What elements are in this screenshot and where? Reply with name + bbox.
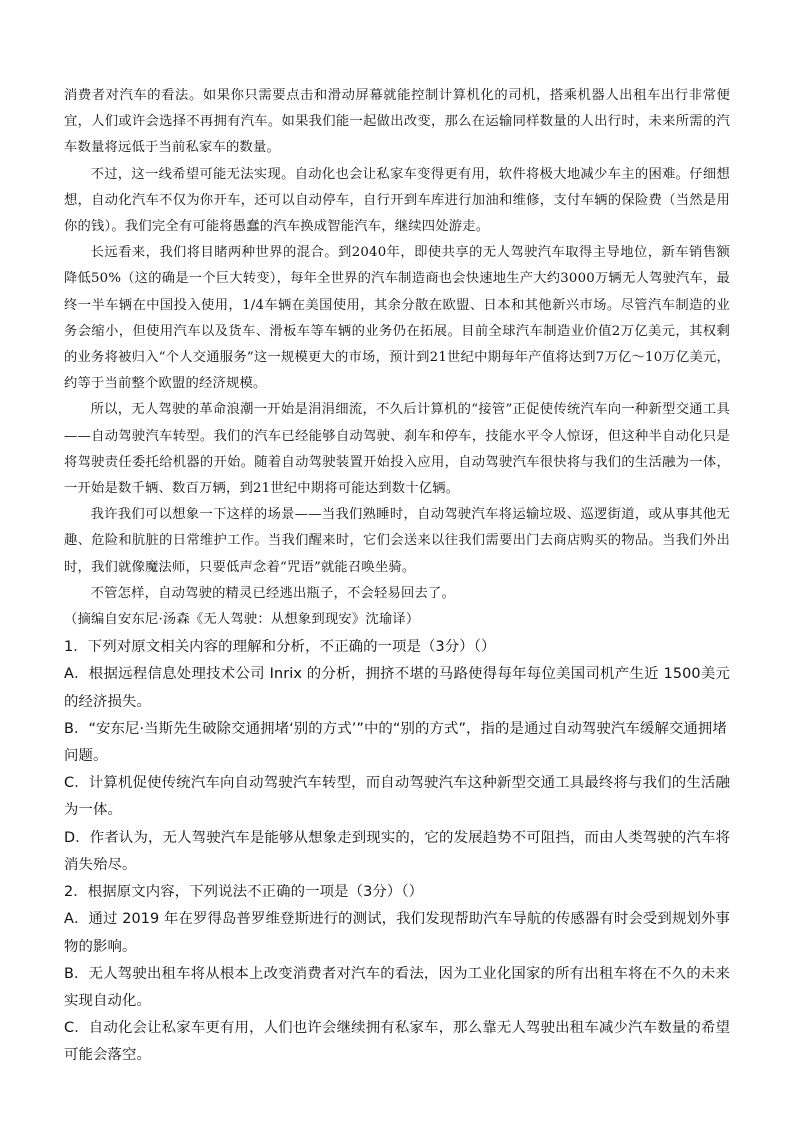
passage-source-citation: （摘编自安东尼·汤森《无人驾驶：从想象到现安》沈瑜译） [64, 612, 420, 628]
reading-passage [64, 83, 730, 633]
question-2-stem: 2．根据原文内容，下列说法不正确的一项是（3分）（） [64, 884, 424, 901]
passage-paragraph: 长远看来，我们将目睹两种世界的混合。到2040年，即使共享的无人驾驶汽车取得主导地位，新车销售额降低50%（这的确是一个巨大转变），每年全世界的汽车制造商也会快速地生产大约3000万辆无人驾驶汽车，最终一半车辆在中国投入使用，1/4车辆在美国使用，其余分散在欧盟、日本和其他新兴市场。尽管汽车制造的业务会缩小，但使用汽车以及货车、滑板车等车辆的业务仍在拓展。目前全球汽车制造业价值2万亿美元，其权剩的业务将被归入“个人交通服务”这一规模更大的市场，预计到21世纪中期每年产值将达到7万亿～10万亿美元，约等于当前整个欧盟的经济规模。 [64, 245, 730, 392]
question-2-option-a: A．通过 2019 年在罗得岛普罗维登斯进行的测试，我们发现帮助汽车导航的传感器有时会受到规划外事物的影响。 [64, 911, 730, 955]
passage-paragraph: 消费者对汽车的看法。如果你只需要点击和滑动屏幕就能控制计算机化的司机，搭乘机器人出租车出行非常便宜，人们或许会选择不再拥有汽车。如果我们能一起做出改变，那么在运输同样数量的人出行时，未来所需的汽车数量将远低于当前私家车的数量。 [64, 88, 730, 156]
passage-paragraph: 我许我们可以想象一下这样的场景——当我们熟睡时，自动驾驶汽车将运输垃圾、巡逻街道，或从事其他无趣、危险和肮脏的日常维护工作。当我们醒来时，它们会送来以往我们需要出门去商店购买的物品。当我们外出时，我们就像魔法师，只要低声念着“咒语”就能召唤坐骑。 [64, 507, 730, 575]
question-1-option-d: D．作者认为，无人驾驶汽车是能够从想象走到现实的，它的发展趋势不可阻挡，而由人类驾驶的汽车将消失殆尽。 [64, 829, 730, 873]
question-1-option-c: C．计算机促使传统汽车向自动驾驶汽车转型，而自动驾驶汽车这种新型交通工具最终将与我们的生活融为一体。 [64, 775, 730, 819]
passage-paragraph: 不管怎样，自动驾驶的精灵已经逃出瓶子，不会轻易回去了。 [90, 585, 456, 601]
question-2-option-b: B．无人驾驶出租车将从根本上改变消费者对汽车的看法，因为工业化国家的所有出租车将在不久的未来实现自动化。 [64, 965, 730, 1009]
question-1-option-a: A．根据远程信息处理技术公司 Inrix 的分析，拥挤不堪的马路使得每年每位美国司机产生近 1500美元的经济损失。 [64, 666, 730, 710]
question-1-stem: 1．下列对原文相关内容的理解和分析，不正确的一项是（3分）（） [64, 639, 496, 656]
question-section [64, 634, 730, 1069]
question-1-option-b: B．“安东尼·当斯先生破除交通拥堵‘别的方式’”中的“别的方式”，指的是通过自动驾驶汽车缓解交通拥堵 [64, 720, 727, 737]
question-2-option-c: C．自动化会让私家车更有用，人们也许会继续拥有私家车，那么靠无人驾驶出租车减少汽车数量的希望可能会落空。 [64, 1020, 730, 1064]
question-1-option-b-continuation: 问题。 [64, 748, 108, 765]
passage-paragraph: 不过，这一线希望可能无法实现。自动化也会让私家车变得更有用，软件将极大地减少车主的困难。仔细想想，自动化汽车不仅为你开车，还可以自动停车，自行开到车库进行加油和维修，支付车辆的保险费（当然是用你的钱）。我们完全有可能将愚蠢的汽车换成智能汽车，继续四处游走。 [64, 166, 730, 235]
passage-paragraph: 所以，无人驾驶的革命浪潮一开始是涓涓细流，不久后计算机的“接管”正促使传统汽车向一种新型交通工具——自动驾驶汽车转型。我们的汽车已经能够自动驾驶、刹车和停车，技能水平令人惊讶，但这种半自动化只是将驾驶责任委托给机器的开始。随着自动驾驶装置开始投入应用，自动驾驶汽车很快将与我们的生活融为一体，一开始是数千辆、数百万辆，到21世纪中期将可能达到数十亿辆。 [64, 402, 730, 497]
document-page [64, 83, 730, 1070]
